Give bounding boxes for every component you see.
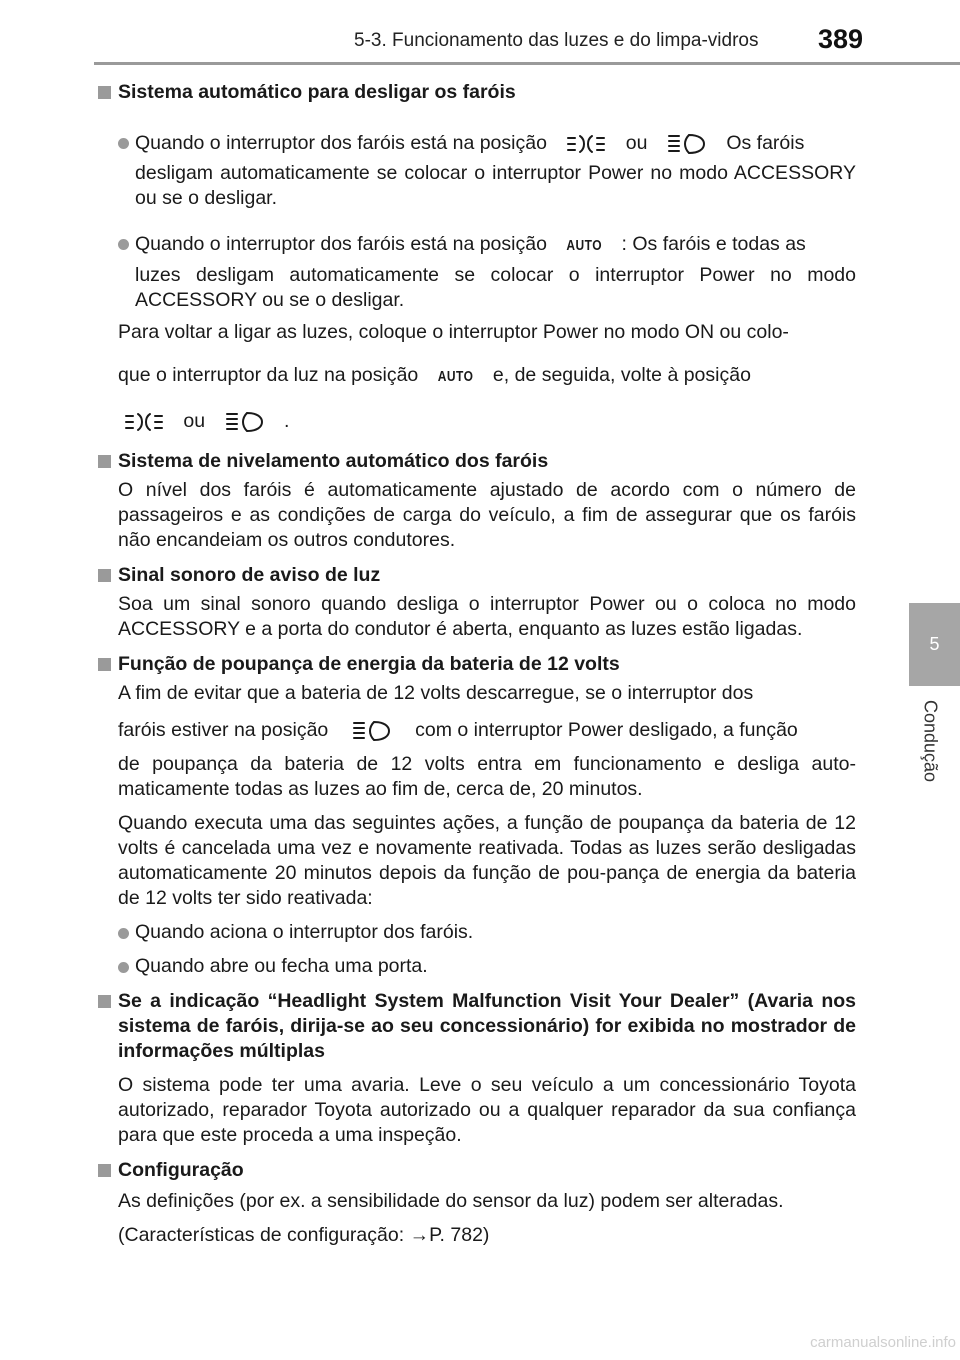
headlight-icon — [667, 132, 707, 156]
paragraph-battery-saver-1-line2: faróis estiver na posição com o interruptor Power desligado, a função — [118, 718, 798, 741]
bullet-auto-off-1-cont: desligam automaticamente se colocar o interruptor Power no modo ACCESSORY ou se o desligar. — [135, 162, 856, 209]
section-heading-battery-saver: Função de poupança de energia da bateria de 12 volts — [98, 652, 856, 677]
section-square-icon — [98, 1164, 111, 1177]
chapter-label: Condução — [920, 700, 941, 783]
paragraph-battery-saver-2: Quando executa uma das seguintes ações, a função de poupança da bateria de 12 volts é cancelada uma vez e novamente reativada. Todas as luzes serão desligadas automaticamente 20 minutos depois da função de pou-pança de energia da bateria de 12 volts ter sido reativada: — [118, 811, 856, 909]
bullet-dot-icon — [118, 928, 129, 939]
paragraph-reactivate-line3: ou . — [98, 403, 856, 439]
section-square-icon — [98, 86, 111, 99]
section-heading-auto-off: Sistema automático para desligar os faróis — [98, 80, 856, 105]
bullet-dot-icon — [118, 239, 129, 250]
paragraph-reactivate-line2: que o interruptor da luz na posição AUTO e, de seguida, volte à posição — [98, 357, 856, 394]
headlight-icon — [225, 410, 265, 434]
section-heading-malfunction: Se a indicação “Headlight System Malfunction Visit Your Dealer” (Avaria nos sistema de faróis, dirija-se ao seu concessionário) for exibida no mostrador de informações múltiplas — [98, 989, 856, 1064]
paragraph-config: As definições (por ex. a sensibilidade do sensor da luz) podem ser alteradas. — [118, 1189, 784, 1212]
section-square-icon — [98, 569, 111, 582]
headlight-icon — [352, 719, 392, 743]
section-square-icon — [98, 995, 111, 1008]
section-heading-leveling: Sistema de nivelamento automático dos faróis — [98, 449, 856, 474]
arrow-right-icon: → — [409, 1223, 430, 1246]
paragraph-reactivate: Para voltar a ligar as luzes, coloque o interruptor Power no modo ON ou colo- — [118, 320, 789, 343]
paragraph-buzzer: Soa um sinal sonoro quando desliga o interruptor Power ou o coloca no modo ACCESSORY e a porta do condutor é aberta, enquanto as luzes estão ligadas. — [118, 592, 856, 640]
section-heading-buzzer: Sinal sonoro de aviso de luz — [98, 563, 856, 588]
chapter-number: 5 — [929, 634, 940, 654]
footer-watermark: carmanualsonline.info — [810, 1334, 956, 1351]
bullet-auto-off-2-cont: luzes desligam automaticamente se colocar o interruptor Power no modo ACCESSORY ou se o desligar. — [135, 263, 856, 311]
chapter-tab — [909, 603, 960, 686]
running-header: 5-3. Funcionamento das luzes e do limpa-vidros — [354, 30, 759, 51]
auto-light-icon: AUTO — [437, 367, 474, 385]
header-rule — [94, 62, 960, 65]
section-square-icon — [98, 455, 111, 468]
bullet-dot-icon — [118, 138, 129, 149]
paragraph-leveling: O nível dos faróis é automaticamente ajustado de acordo com o número de passageiros e as condições de carga do veículo, a fim de assegurar que os faróis não encandeiam os outros condutores. — [118, 478, 856, 551]
bullet-auto-off-1: Quando o interruptor dos faróis está na posição ou Os faróis — [98, 125, 856, 161]
page-content — [98, 80, 856, 1248]
paragraph-malfunction: O sistema pode ter uma avaria. Leve o seu veículo a um concessionário Toyota autorizado, reparador Toyota autorizado ou a qualquer reparador da sua confiança para que este proceda a uma inspeção. — [118, 1073, 856, 1146]
tail-light-icon — [124, 411, 164, 433]
bullet-battery-saver-1: Quando aciona o interruptor dos faróis. — [98, 920, 856, 945]
section-heading-config: Configuração — [98, 1158, 856, 1183]
auto-light-icon: AUTO — [566, 236, 603, 254]
page-number: 389 — [818, 24, 864, 54]
paragraph-battery-saver-1-cont: de poupança da bateria de 12 volts entra em funcionamento e desliga auto-maticamente todas as luzes ao fim de, cerca de, 20 minutos. — [118, 752, 856, 800]
section-square-icon — [98, 658, 111, 671]
page-reference-link[interactable]: P. 782) — [429, 1223, 490, 1246]
paragraph-battery-saver-1: A fim de evitar que a bateria de 12 volts descarregue, se o interruptor dos — [118, 681, 754, 704]
tail-light-icon — [566, 133, 606, 155]
bullet-dot-icon — [118, 962, 129, 973]
paragraph-config-reference: (Características de configuração: →P. 782) — [118, 1223, 490, 1246]
bullet-auto-off-2: Quando o interruptor dos faróis está na posição AUTO : Os faróis e todas as — [98, 226, 856, 263]
bullet-battery-saver-2: Quando abre ou fecha uma porta. — [98, 954, 856, 979]
